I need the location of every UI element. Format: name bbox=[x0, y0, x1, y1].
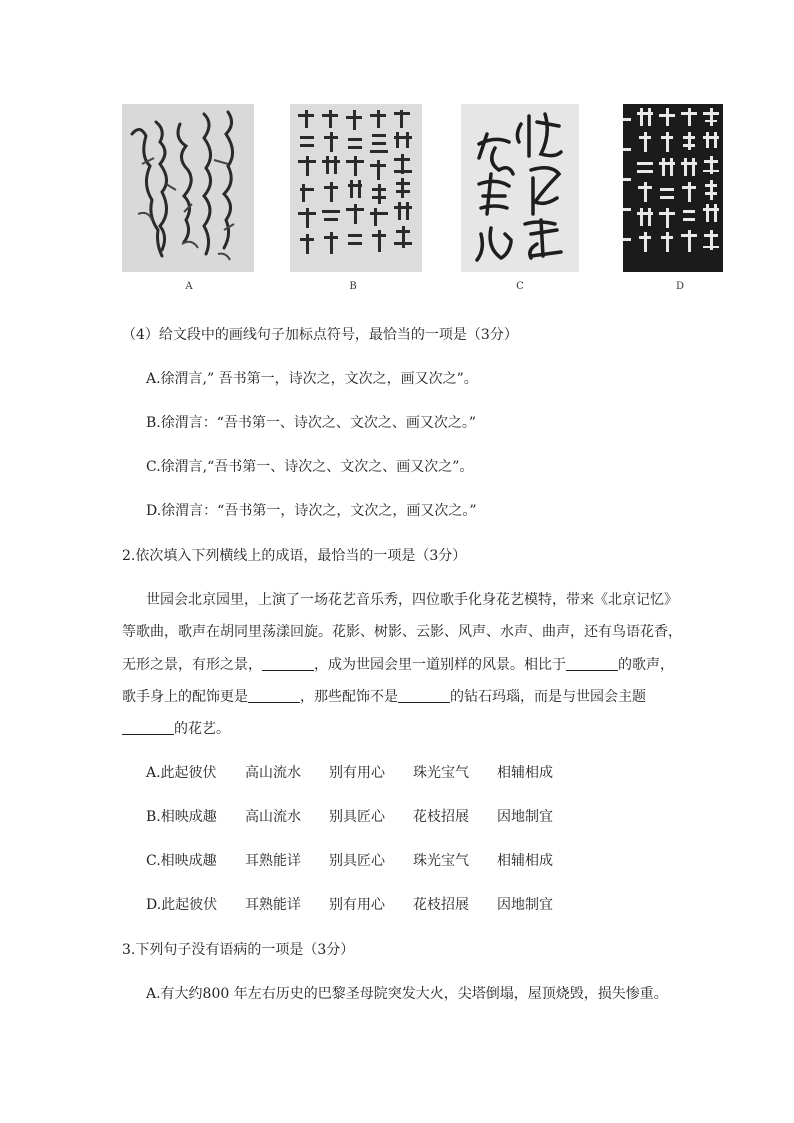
passage-text: 歌手身上的配饰更是 bbox=[122, 689, 248, 705]
q2-passage-line-2: 等歌曲，歌声在胡同里荡漾回旋。花影、树影、云影、风声、水声、曲声，还有鸟语花香， bbox=[122, 624, 682, 640]
option-idiom: 花枝招展 bbox=[413, 809, 469, 825]
passage-text: ，那些配饰不是 bbox=[300, 689, 398, 705]
q2-stem: 2.依次填入下列横线上的成语，最恰当的一项是（3分） bbox=[122, 548, 467, 564]
answer-blank-1 bbox=[262, 656, 314, 671]
option-idiom: 高山流水 bbox=[245, 809, 301, 825]
caption-d: D bbox=[675, 281, 685, 292]
q4-option-d[interactable]: D.徐渭言：“吾书第一，诗次之，文次之，画又次之。” bbox=[146, 503, 477, 519]
option-idiom: 高山流水 bbox=[245, 765, 301, 781]
calligraphy-image-b bbox=[290, 104, 422, 272]
passage-text: 的钻石玛瑙，而是与世园会主题 bbox=[450, 689, 646, 705]
answer-blank-2 bbox=[566, 656, 618, 671]
q2-passage-line-5 bbox=[122, 719, 230, 739]
calligraphy-images bbox=[0, 104, 794, 294]
caption-c: C bbox=[516, 281, 524, 292]
option-idiom: 珠光宝气 bbox=[413, 853, 469, 869]
option-idiom: 别具匠心 bbox=[329, 853, 385, 869]
option-idiom: 因地制宜 bbox=[497, 897, 553, 913]
option-idiom: 因地制宜 bbox=[497, 809, 553, 825]
q3-stem: 3.下列句子没有语病的一项是（3分） bbox=[122, 942, 355, 958]
q4-option-c[interactable]: C.徐渭言,“吾书第一、诗次之、文次之、画又次之”。 bbox=[146, 459, 474, 475]
option-idiom: 耳熟能详 bbox=[245, 897, 301, 913]
q4-option-a[interactable]: A.徐渭言,” 吾书第一，诗次之，文次之，画又次之”。 bbox=[146, 371, 478, 387]
option-idiom: 别具匠心 bbox=[329, 809, 385, 825]
passage-text: 的花艺。 bbox=[174, 721, 230, 737]
calligraphy-image-d bbox=[623, 104, 723, 272]
option-idiom: 相辅相成 bbox=[497, 853, 553, 869]
option-label: B.相映成趣 bbox=[146, 809, 217, 825]
option-idiom: 别有用心 bbox=[329, 765, 385, 781]
option-idiom: 耳熟能详 bbox=[245, 853, 301, 869]
option-label: C.相映成趣 bbox=[146, 853, 217, 869]
q2-passage-line-1: 世园会北京园里，上演了一场花艺音乐秀，四位歌手化身花艺模特，带来《北京记忆》 bbox=[146, 592, 678, 608]
option-label: A.此起彼伏 bbox=[146, 765, 217, 781]
passage-text: 的歌声， bbox=[618, 657, 674, 673]
passage-text: ，成为世园会里一道别样的风景。相比于 bbox=[314, 657, 566, 673]
option-idiom: 别有用心 bbox=[329, 897, 385, 913]
calligraphy-image-c bbox=[461, 104, 579, 272]
option-idiom: 珠光宝气 bbox=[413, 765, 469, 781]
q4-option-b[interactable]: B.徐渭言：“吾书第一、诗次之、文次之、画又次之。” bbox=[146, 415, 477, 431]
q4-stem: （4）给文段中的画线句子加标点符号，最恰当的一项是（3分） bbox=[122, 327, 518, 343]
caption-b: B bbox=[349, 281, 357, 292]
answer-blank-4 bbox=[398, 688, 450, 703]
answer-blank-5 bbox=[122, 720, 174, 735]
option-idiom: 相辅相成 bbox=[497, 765, 553, 781]
calligraphy-image-a bbox=[122, 104, 254, 272]
passage-text: 无形之景，有形之景， bbox=[122, 657, 262, 673]
caption-a: A bbox=[185, 281, 193, 292]
option-idiom: 花枝招展 bbox=[413, 897, 469, 913]
option-label: D.此起彼伏 bbox=[146, 897, 218, 913]
q2-passage-line-4 bbox=[122, 687, 646, 707]
answer-blank-3 bbox=[248, 688, 300, 703]
q3-option-a[interactable]: A.有大约800 年左右历史的巴黎圣母院突发大火，尖塔倒塌，屋顶烧毁，损失惨重。 bbox=[146, 986, 668, 1002]
q2-passage-line-3 bbox=[122, 655, 674, 675]
